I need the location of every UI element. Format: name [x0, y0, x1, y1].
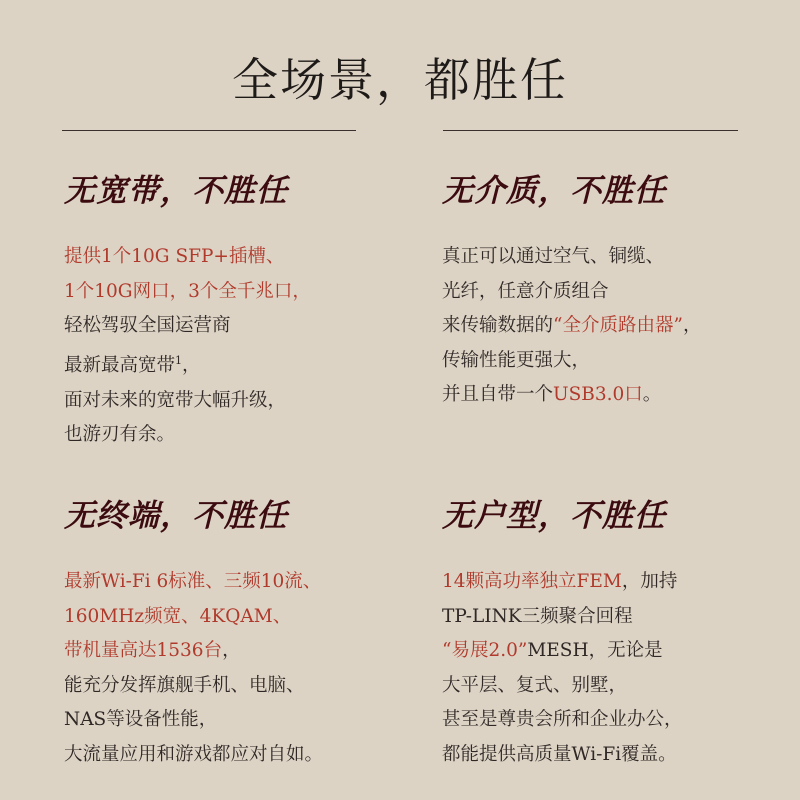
highlight-text: 160MHz频宽、4KQAM、	[64, 605, 292, 627]
body-line	[64, 418, 404, 453]
body-line	[64, 384, 404, 419]
body-text: MESH，无论是	[527, 640, 663, 662]
body-line	[64, 309, 404, 344]
body-text: 大平层、复式、别墅，	[442, 674, 628, 696]
body-text: 。	[642, 384, 662, 406]
body-text: 能充分发挥旗舰手机、电脑、	[64, 674, 305, 696]
section-heading: 无介质，不胜任	[442, 173, 666, 209]
body-text: 轻松驾驭全国运营商	[64, 315, 231, 337]
body-line	[442, 703, 782, 738]
footnote-marker: 1	[175, 353, 183, 367]
body-text: ，	[682, 315, 702, 337]
section-body	[64, 565, 404, 773]
highlight-text: 1个10G网口，3个全千兆口，	[64, 280, 311, 302]
body-text: 光纤，任意介质组合	[442, 280, 609, 302]
body-line	[442, 669, 782, 704]
body-text: TP-LINK三频聚合回程	[442, 605, 633, 627]
body-line	[442, 378, 782, 413]
body-text: 都能提供高质量Wi-Fi覆盖。	[442, 743, 677, 765]
highlight-text: USB3.0口	[553, 384, 643, 406]
body-line	[64, 240, 404, 275]
body-text: 真正可以通过空气、铜缆、	[442, 246, 665, 267]
section-heading: 无终端，不胜任	[64, 498, 288, 534]
section-body	[64, 240, 404, 453]
body-line	[442, 275, 782, 310]
body-line	[64, 669, 404, 704]
section-heading: 无户型，不胜任	[442, 498, 666, 534]
highlight-text: 14颗高功率独立FEM	[442, 571, 622, 592]
highlight-text: 提供1个10G SFP+插槽、	[64, 246, 285, 267]
body-text: ，	[222, 640, 241, 662]
section-house-type	[442, 490, 782, 773]
body-text: ，加持	[621, 571, 678, 592]
body-text: 最新最高宽带	[64, 354, 176, 376]
body-line	[64, 634, 404, 669]
highlight-text: “全介质路由器”	[553, 315, 683, 337]
body-line	[64, 344, 404, 384]
body-line	[64, 738, 404, 773]
body-text: 传输性能更强大，	[442, 349, 591, 371]
body-line	[442, 738, 782, 773]
title-divider-left	[62, 130, 356, 131]
body-text: 也游刃有余。	[64, 424, 176, 446]
highlight-text: 带机量高达1536台	[64, 640, 223, 662]
body-text: ，	[182, 354, 201, 376]
body-line	[442, 240, 782, 275]
body-text: 面对未来的宽带大幅升级，	[64, 389, 287, 411]
highlight-text: “易展2.0”	[442, 640, 528, 662]
section-medium	[442, 165, 782, 413]
body-line	[442, 565, 782, 600]
body-line	[442, 309, 782, 344]
section-broadband	[64, 165, 404, 453]
body-line	[64, 275, 404, 310]
section-heading: 无宽带，不胜任	[64, 173, 288, 209]
body-line	[64, 703, 404, 738]
section-body	[442, 565, 782, 773]
section-terminal	[64, 490, 404, 773]
body-line	[64, 565, 404, 600]
body-text: 大流量应用和游戏都应对自如。	[64, 743, 324, 765]
body-line	[442, 600, 782, 635]
body-text: NAS等设备性能，	[64, 709, 218, 731]
page-title: 全场景，都胜任	[232, 53, 568, 107]
title-divider-right	[443, 130, 738, 131]
body-text: 来传输数据的	[442, 315, 554, 337]
body-line	[442, 344, 782, 379]
body-line	[442, 634, 782, 669]
section-body	[442, 240, 782, 413]
highlight-text: 最新Wi-Fi 6标准、三频10流、	[64, 571, 322, 592]
body-line	[64, 600, 404, 635]
body-text: 并且自带一个	[442, 384, 554, 406]
body-text: 甚至是尊贵会所和企业办公，	[442, 709, 683, 731]
